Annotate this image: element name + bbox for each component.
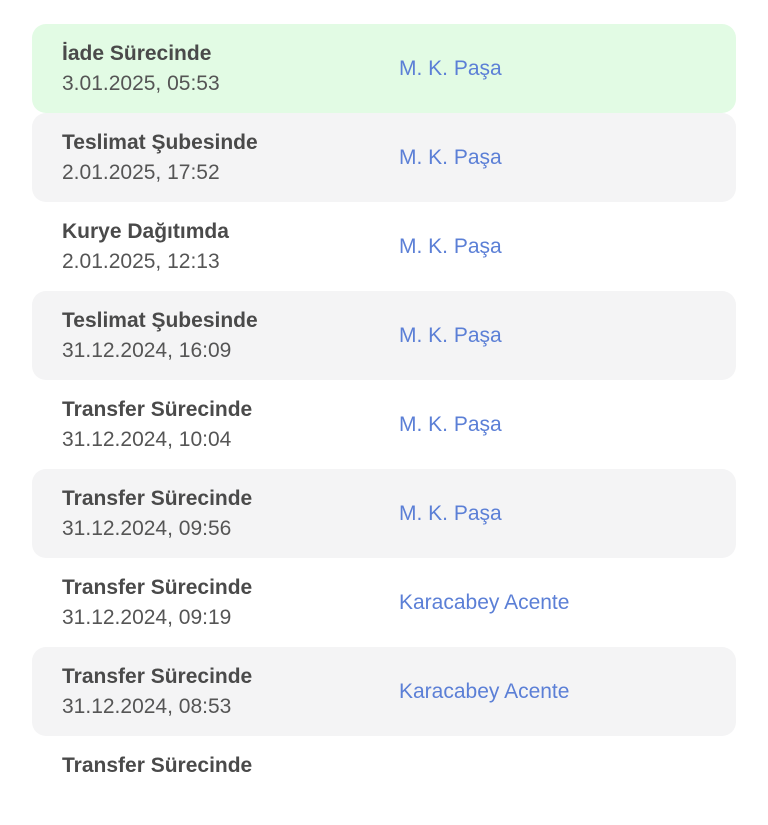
event-status: Teslimat Şubesinde <box>62 131 258 154</box>
event-status: Transfer Sürecinde <box>62 665 253 688</box>
event-datetime: 2.01.2025, 12:13 <box>62 250 220 273</box>
tracking-event-row[interactable] <box>32 736 736 825</box>
event-status: Kurye Dağıtımda <box>62 220 229 243</box>
event-status: Transfer Sürecinde <box>62 576 253 599</box>
event-location: Karacabey Acente <box>399 591 570 614</box>
tracking-event-row[interactable] <box>32 647 736 736</box>
tracking-event-row[interactable] <box>32 380 736 469</box>
tracking-event-row[interactable] <box>32 202 736 291</box>
event-datetime: 31.12.2024, 16:09 <box>62 339 232 362</box>
tracking-event-row[interactable] <box>32 113 736 202</box>
tracking-event-row[interactable] <box>32 24 736 113</box>
event-location: M. K. Paşa <box>399 57 502 80</box>
event-status: Teslimat Şubesinde <box>62 309 258 332</box>
event-location: M. K. Paşa <box>399 235 502 258</box>
event-status: Transfer Sürecinde <box>62 754 253 777</box>
event-datetime: 2.01.2025, 17:52 <box>62 161 220 184</box>
event-status: Transfer Sürecinde <box>62 487 253 510</box>
tracking-event-row[interactable] <box>32 291 736 380</box>
event-datetime: 31.12.2024, 08:53 <box>62 695 232 718</box>
event-datetime: 31.12.2024, 09:19 <box>62 606 232 629</box>
event-status: Transfer Sürecinde <box>62 398 253 421</box>
event-location: M. K. Paşa <box>399 324 502 347</box>
event-datetime: 31.12.2024, 10:04 <box>62 428 232 451</box>
tracking-event-row[interactable] <box>32 469 736 558</box>
event-datetime: 3.01.2025, 05:53 <box>62 72 220 95</box>
event-location: M. K. Paşa <box>399 146 502 169</box>
event-datetime: 31.12.2024, 09:56 <box>62 517 232 540</box>
event-location: Karacabey Acente <box>399 680 570 703</box>
event-location: M. K. Paşa <box>399 502 502 525</box>
event-location: M. K. Paşa <box>399 413 502 436</box>
tracking-history-list <box>32 24 736 825</box>
event-status: İade Sürecinde <box>62 42 212 65</box>
tracking-event-row[interactable] <box>32 558 736 647</box>
